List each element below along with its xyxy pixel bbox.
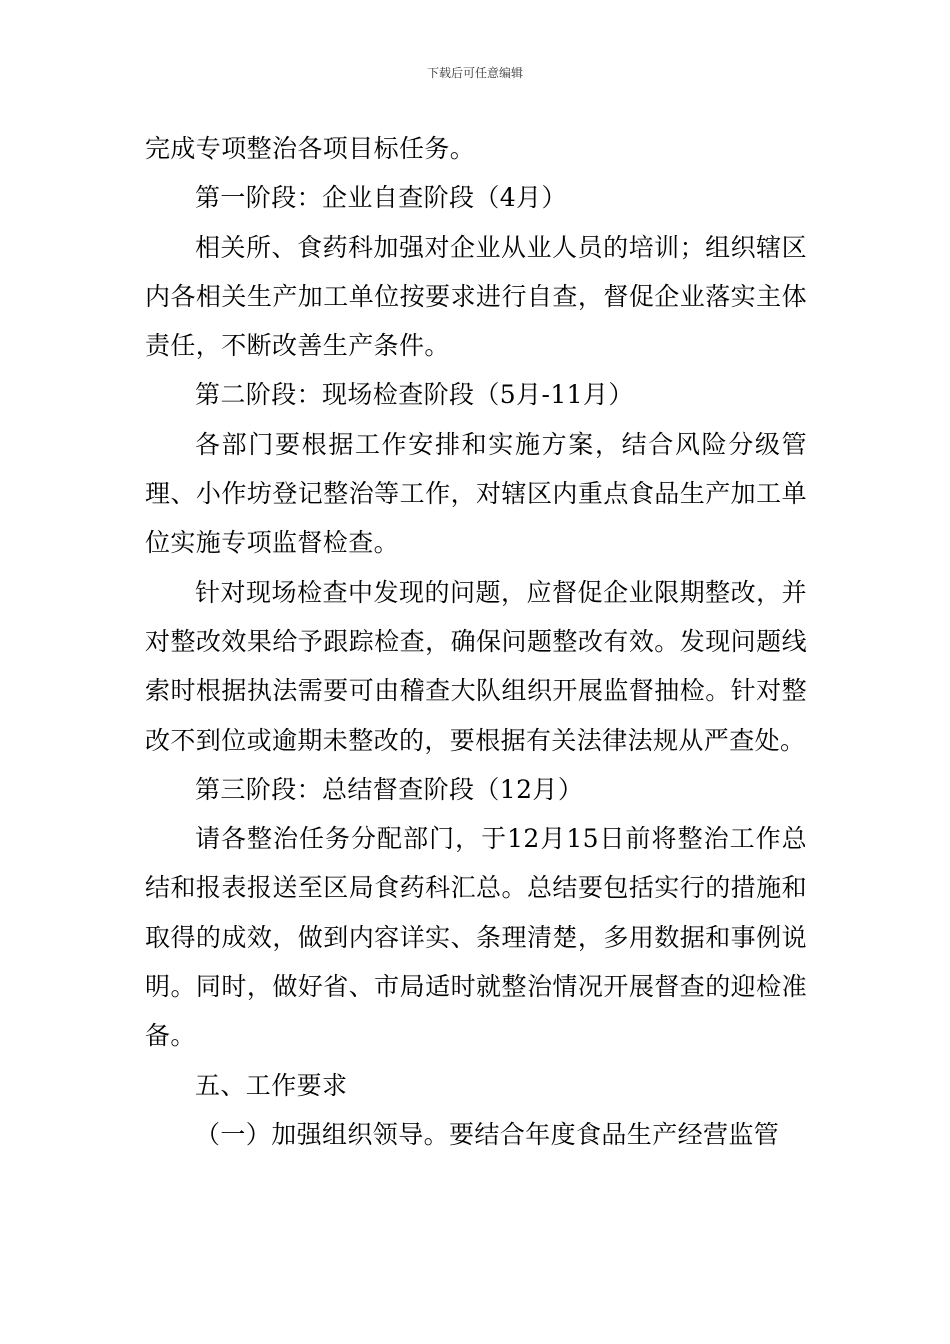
paragraph-5: 各部门要根据工作安排和实施方案，结合风险分级管理、小作坊登记整治等工作，对辖区内重点食品生产加工单位实施专项监督检查。 [145,429,807,558]
paragraph-1: 完成专项整治各项目标任务。 [145,134,476,163]
section-five-heading: 五、工作要求 [195,1070,348,1100]
paragraph-3: 相关所、食药科加强对企业从业人员的培训；组织辖区内各相关生产加工单位按要求进行自查，督促企业落实主体责任，不断改善生产条件。 [145,232,807,361]
page-header: 下载后可任意编辑 [426,66,523,80]
stage-two-heading: 第二阶段：现场检查阶段（5月-11月） [195,380,634,410]
paragraph-6: 针对现场检查中发现的问题，应督促企业限期整改，并对整改效果给予跟踪检查，确保问题整改有效。发现问题线索时根据执法需要可由稽查大队组织开展监督抽检。针对整改不到位或逾期未整改的，要根据有关法律法规从严查处。 [145,577,807,755]
document-body [145,124,807,1159]
paragraph-8: 请各整治任务分配部门，于12月15日前将整治工作总结和报表报送至区局食药科汇总。总结要包括实行的措施和取得的成效，做到内容详实、条理清楚，多用数据和事例说明。同时，做好省、市局适时就整治情况开展督查的迎检准备。 [145,824,807,1051]
stage-one-heading: 第一阶段：企业自查阶段（4月） [195,183,567,213]
stage-three-heading: 第三阶段：总结督查阶段（12月） [195,774,584,804]
paragraph-10: （一）加强组织领导。要结合年度食品生产经营监管 [195,1119,780,1149]
